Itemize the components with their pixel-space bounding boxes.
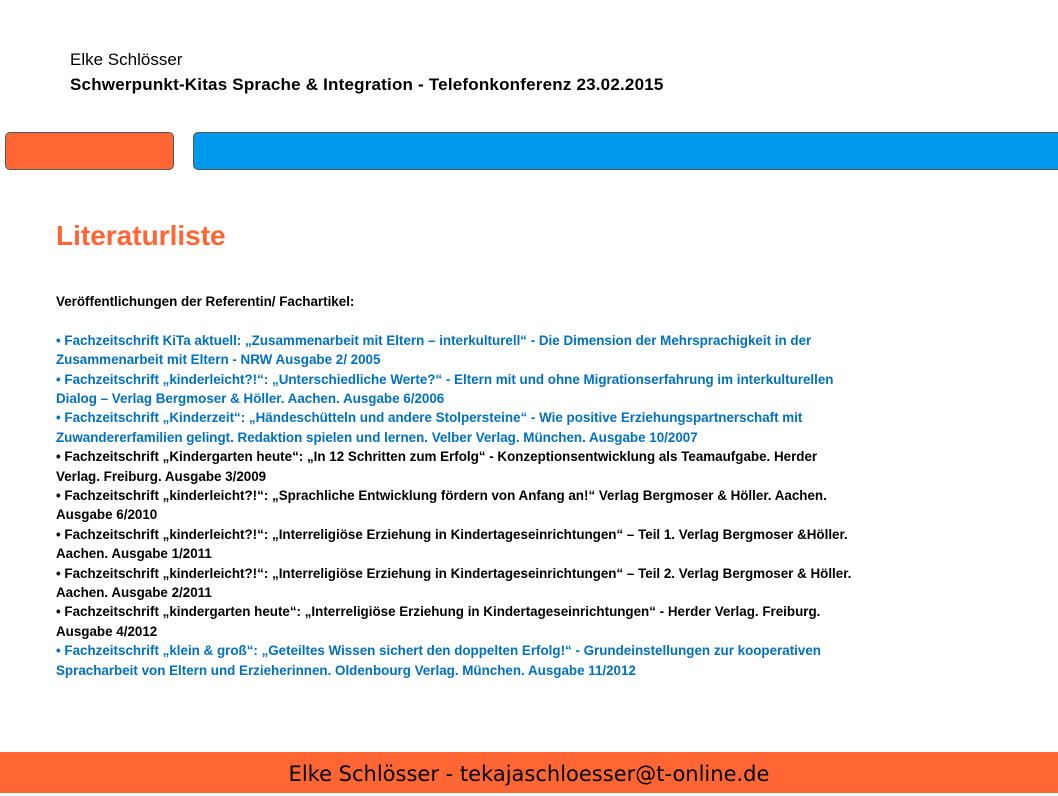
list-item bbox=[56, 331, 1016, 370]
list-intro: Veröffentlichungen der Referentin/ Fachartikel: bbox=[56, 294, 355, 309]
conference-title: Schwerpunkt-Kitas Sprache & Integration - Telefonkonferenz 23.02.2015 bbox=[70, 75, 664, 94]
decorative-bar-blue bbox=[193, 132, 1058, 170]
list-item-line: Verlag. Freiburg. Ausgabe 3/2009 bbox=[56, 468, 267, 484]
list-item-line: Spracharbeit von Eltern und Erzieherinnen. Oldenbourg Verlag. München. Ausgabe 11/2012 bbox=[56, 662, 636, 678]
footer-contact: Elke Schlösser - tekajaschloesser@t-online.de bbox=[288, 762, 770, 786]
list-item-line: • Fachzeitschrift „kinderleicht?!“: „Unterschiedliche Werte?“ - Eltern mit und ohne Migrationserfahrung im interkulturellen bbox=[56, 371, 834, 387]
list-item-line: • Fachzeitschrift „klein & groß“: „Geteiltes Wissen sichert den doppelten Erfolg!“ - Grundeinstellungen zur kooperativen bbox=[56, 643, 821, 659]
list-item-line: Aachen. Ausgabe 2/2011 bbox=[56, 585, 212, 601]
list-item bbox=[56, 641, 1016, 680]
list-item bbox=[56, 564, 1016, 603]
list-item-line: Dialog – Verlag Bergmoser & Höller. Aachen. Ausgabe 6/2006 bbox=[56, 391, 445, 407]
list-item-line: • Fachzeitschrift „kinderleicht?!“: „Interreligiöse Erziehung in Kindertageseinrichtungen“ – Teil 1. Verlag Bergmoser &Höller. bbox=[56, 526, 848, 542]
list-item-line: Zuwandererfamilien gelingt. Redaktion spielen und lernen. Velber Verlag. München. Ausgabe 10/2007 bbox=[56, 429, 698, 445]
list-item bbox=[56, 370, 1016, 409]
author-name: Elke Schlösser bbox=[70, 50, 183, 69]
list-item-line: • Fachzeitschrift „Kinderzeit“: „Händeschütteln und andere Stolpersteine“ - Wie positive Erziehungspartnerschaft mit bbox=[56, 410, 803, 426]
footer-bar bbox=[0, 752, 1058, 793]
list-item bbox=[56, 486, 1016, 525]
list-item-line: • Fachzeitschrift „kinderleicht?!“: „Sprachliche Entwicklung fördern von Anfang an!“ Verlag Bergmoser & Höller. Aachen. bbox=[56, 488, 827, 504]
decorative-bar-orange bbox=[5, 132, 174, 170]
list-item-line: Aachen. Ausgabe 1/2011 bbox=[56, 546, 212, 562]
list-item-line: Ausgabe 4/2012 bbox=[56, 623, 158, 639]
list-item-line: • Fachzeitschrift „kindergarten heute“: „Interreligiöse Erziehung in Kindertageseinrichtungen“ - Herder Verlag. Freiburg. bbox=[56, 604, 821, 620]
entries-container bbox=[56, 331, 1016, 680]
list-item bbox=[56, 525, 1016, 564]
list-item-line: • Fachzeitschrift „kinderleicht?!“: „Interreligiöse Erziehung in Kindertageseinrichtungen“ – Teil 2. Verlag Bergmoser & Höller. bbox=[56, 565, 852, 581]
list-item bbox=[56, 602, 1016, 641]
page-heading: Literaturliste bbox=[56, 220, 226, 251]
literature-list bbox=[56, 292, 1016, 680]
list-item bbox=[56, 447, 1016, 486]
list-item-line: • Fachzeitschrift KiTa aktuell: „Zusammenarbeit mit Eltern – interkulturell“ - Die Dimension der Mehrsprachigkeit in der bbox=[56, 332, 812, 348]
list-item bbox=[56, 408, 1016, 447]
list-item-line: Zusammenarbeit mit Eltern - NRW Ausgabe 2/ 2005 bbox=[56, 352, 381, 368]
list-item-line: Ausgabe 6/2010 bbox=[56, 507, 158, 523]
list-item-line: • Fachzeitschrift „Kindergarten heute“: „In 12 Schritten zum Erfolg“ - Konzeptionsentwicklung als Teamaufgabe. Herder bbox=[56, 449, 818, 465]
